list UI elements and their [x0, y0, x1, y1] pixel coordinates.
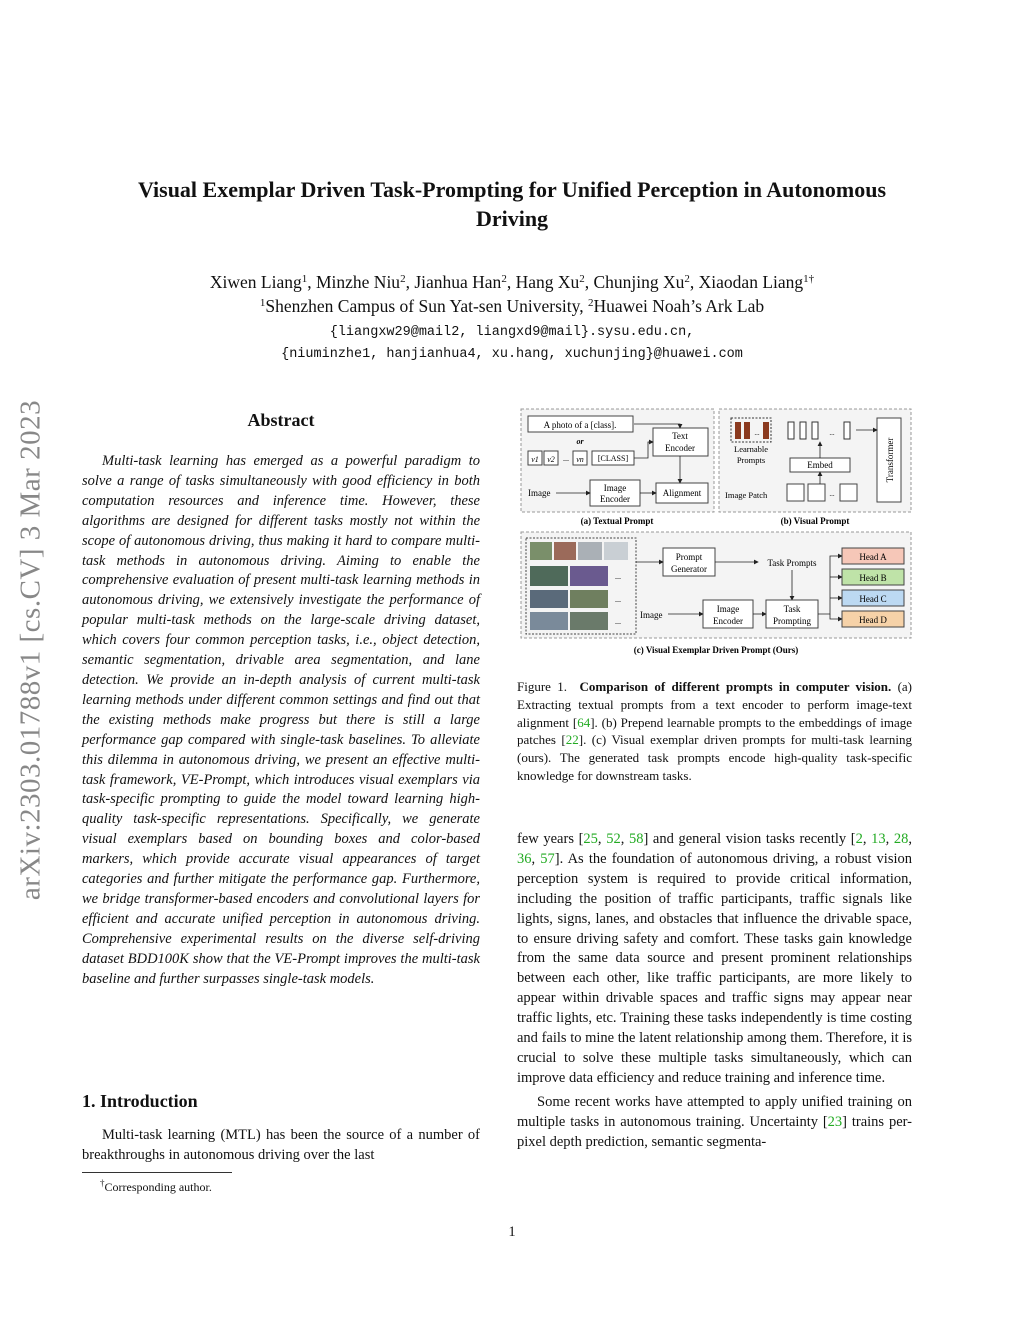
citation-link[interactable]: 13 [871, 831, 886, 847]
author-name: Jianhua Han [414, 272, 502, 292]
prompt-generator-l1: Prompt [675, 552, 703, 562]
text-run: ]. As the foundation of autonomous driving, a robust vision perception system is required to provide critical information, including the position of traffic participants, traffic signals like lights, signs, lanes, and obstacles that influence the drivable space, to ensure driving safety and comfort. These tasks gain knowledge from the same data source and present prominent relationships between each other, like traffic participants, are more likely to appear within drivable spaces and traffic signs may appear near traffic lights, etc. Training these tasks independently is time costing and fails to mine the latent relationship among them. Therefore, it is crucial to solve these multiple tasks simultaneously, which can improve data efficiency and reduce training and inference time. [517, 850, 913, 1086]
image-patch-box [840, 484, 857, 501]
text-run: , [531, 850, 541, 867]
patch-dots: ... [829, 429, 835, 437]
image-patch-label: Image Patch [725, 490, 768, 500]
or-label: or [576, 437, 584, 446]
footnote [100, 1178, 212, 1195]
paragraph [517, 1093, 912, 1153]
figure-diagram [520, 408, 912, 660]
paper-title [80, 175, 944, 233]
panel-a-caption: (a) Textual Prompt [580, 516, 654, 526]
email-block [80, 322, 944, 366]
author-name: Chunjing Xu [593, 272, 685, 292]
exemplar-image [570, 590, 608, 608]
text-run: , [620, 831, 629, 847]
embed-label: Embed [807, 460, 833, 470]
image-patch-box [787, 484, 804, 501]
caption-title: Comparison of different prompts in computer vision. [579, 679, 892, 694]
author-aff: 2 [501, 273, 507, 285]
prompt-generator-l2: Generator [671, 564, 707, 574]
arxiv-stamp [8, 355, 54, 945]
footnote-mark: † [100, 1178, 105, 1188]
panel-b-caption: (b) Visual Prompt [780, 516, 850, 526]
intro-text: Multi-task learning (MTL) has been the source of a number of breakthroughs in autonomous driving over the last [82, 1127, 480, 1163]
citation-link[interactable]: 22 [565, 732, 579, 748]
title-line-1: Visual Exemplar Driven Task-Prompting for Unified Perception in Autonomous [137, 177, 887, 202]
learnable-prompt-token [744, 422, 750, 439]
text-run: , [862, 831, 872, 847]
exemplar-image [530, 612, 568, 630]
text-run: , [597, 831, 607, 847]
learnable-prompt-token [735, 422, 741, 439]
text-run: ] trains per-pixel depth prediction, semantic segmenta- [517, 1113, 912, 1150]
head-b-label: Head B [859, 573, 887, 583]
affiliation-2: Huawei Noah’s Ark Lab [593, 296, 765, 316]
text-prompt-label: A photo of a [class]. [543, 420, 617, 430]
citation-link[interactable]: 23 [827, 1113, 843, 1130]
exemplar-image [578, 542, 602, 560]
task-prompting-l1: Task [783, 604, 801, 614]
head-d-label: Head D [859, 615, 887, 625]
exemplar-dots: ... [615, 617, 621, 626]
token-v1: v1 [531, 455, 539, 464]
image-patch-box [808, 484, 825, 501]
author-aff: 2 [579, 273, 585, 285]
author-name: Xiwen Liang [209, 272, 302, 292]
caption-body-c: ]. (c) Visual exemplar driven prompts for multi-task learning (ours). The generated task prompts encode high-quality task-specific knowledge for downstream tasks. [517, 732, 912, 783]
learnable-prompts-l2: Prompts [736, 455, 766, 465]
title-line-2: Driving [475, 206, 549, 231]
author-aff: 1† [803, 273, 815, 285]
abstract-text: Multi-task learning has emerged as a powerful paradigm to solve a range of tasks simultaneously with good efficiency in both computation resources and inference time. However, these algorithms are designed for different tasks mostly not within the scope of autonomous driving, thus making it hard to compare multi-task methods in autonomous driving. Aiming to enable the comprehensive evaluation of present multi-task learning methods in autonomous driving, we extensively investigate the performance of popular multi-task methods on the large-scale driving dataset, which covers four common perception tasks, i.e., object detection, semantic segmentation, drivable area segmentation, and lane detection. We provide an in-depth analysis of current multi-task learning methods under different common settings and find out that the existing methods make progress but there is still a large performance gap compared with single-task baselines. To alleviate this dilemma in autonomous driving, we present an effective multi-task framework, VE-Prompt, which introduces visual exemplars via task-specific prompting to guide the model toward learning high-quality task-specific representations. Specifically, we generate visual exemplars based on bounding boxes and color-based markers, which provide accurate visual appearances of target categories and further mitigate the performance gap. Furthermore, we bridge transformer-based encoders and convolutional layers for efficient and accurate unified perception in autonomous driving. Comprehensive experimental results on the diverse self-driving dataset BDD100K show that the VE-Prompt improves the multi-task baseline and further surpasses single-task models. [82, 453, 480, 987]
text-run: , [908, 831, 913, 847]
aff-sup-2: 2 [588, 297, 594, 309]
citation-link[interactable]: 52 [606, 831, 621, 847]
author-list: Xiwen Liang$^1$, Minzhe Niu$^2$, Jianhua Han$^2$, Hang Xu$^2$, Chunjing Xu$^2$, Xiaodan Liang$^{1\dagger}$ [209, 272, 815, 292]
token-v2: v2 [547, 455, 555, 464]
patch-embed-token [812, 422, 818, 439]
learnable-prompt-token [763, 422, 769, 439]
author-name: Xiaodan Liang [698, 272, 804, 292]
patch-embed-token [788, 422, 794, 439]
citation-link[interactable]: 25 [583, 831, 598, 847]
exemplar-image [570, 566, 608, 586]
text-run: , [885, 831, 894, 847]
caption-label: Figure 1. [517, 679, 567, 694]
email-line-2: {niuminzhe1, hanjianhua4, xu.hang, xuchunjing}@huawei.com [281, 347, 743, 362]
arxiv-stamp-text: arXiv:2303.01788v1 [cs.CV] 3 Mar 2023 [14, 399, 47, 901]
task-prompting-l2: Prompting [772, 616, 812, 626]
exemplar-image [554, 542, 576, 560]
page-number: 1 [508, 1224, 516, 1240]
image-label-a: Image [528, 488, 551, 498]
author-aff: 1 [301, 273, 308, 285]
image-encoder-a-l1: Image [603, 483, 627, 493]
author-block [80, 270, 944, 318]
text-encoder-l1: Text [672, 431, 688, 441]
exemplar-image [530, 542, 552, 560]
caption-body-b: ]. (b) Prepend learnable prompts to the embeddings of image patches [ [517, 714, 912, 748]
intro-heading: 1. Introduction [82, 1091, 198, 1111]
author-aff: 2 [684, 273, 690, 285]
learnable-dots: ... [754, 429, 760, 437]
image-encoder-a-l2: Encoder [600, 494, 630, 504]
token-vn: vn [576, 455, 584, 464]
patch-embed-token [800, 422, 806, 439]
abstract-heading: Abstract [247, 410, 315, 430]
citation-link[interactable]: 28 [893, 831, 909, 847]
image-encoder-c-l2: Encoder [713, 616, 743, 626]
token-class: [CLASS] [597, 454, 629, 463]
citation-link[interactable]: 36 [517, 850, 532, 867]
learnable-prompts-l1: Learnable [734, 444, 768, 454]
caption-body-a: (a) Extracting textual prompts from a text encoder to perform image-text alignment [ [517, 679, 913, 730]
alignment-label: Alignment [662, 488, 702, 498]
author-name: Minzhe Niu [315, 272, 401, 292]
affiliations [80, 294, 944, 318]
citation-link[interactable]: 2 [855, 831, 863, 847]
right-column-text [517, 830, 912, 1153]
citation-link[interactable]: 58 [628, 831, 644, 847]
image-encoder-c-l1: Image [716, 604, 740, 614]
token-dots: ... [563, 454, 569, 463]
citation-link[interactable]: 64 [577, 714, 591, 730]
footnote-rule [82, 1172, 232, 1173]
image-patch-dots: ... [829, 490, 835, 498]
paragraph [517, 830, 912, 1089]
head-c-label: Head C [859, 594, 887, 604]
email-line-1: {liangxw29@mail2, liangxd9@mail}.sysu.edu.cn, [329, 325, 695, 340]
author-aff: 2 [400, 273, 406, 285]
exemplar-image [570, 612, 608, 630]
exemplar-image [604, 542, 628, 560]
exemplar-dots: ... [615, 572, 621, 581]
exemplar-image [530, 590, 568, 608]
figure-1 [520, 408, 912, 660]
patch-embed-token [844, 422, 850, 439]
text-run: ] and general vision tasks recently [ [643, 831, 856, 847]
image-label-c: Image [640, 610, 663, 620]
head-a-label: Head A [859, 552, 887, 562]
transformer-label: Transformer [885, 437, 895, 483]
exemplar-image [530, 566, 568, 586]
text-run: few years [ [517, 831, 584, 847]
author-name: Hang Xu [515, 272, 580, 292]
citation-link[interactable]: 57 [540, 850, 555, 867]
text-encoder-l2: Encoder [665, 443, 695, 453]
task-prompts-label: Task Prompts [767, 558, 817, 568]
text-run: Some recent works have attempted to apply unified training on multiple tasks in autonomous training. Uncertainty [ [517, 1093, 912, 1130]
footnote-text: Corresponding author. [104, 1180, 212, 1194]
panel-c-caption: (c) Visual Exemplar Driven Prompt (Ours) [633, 645, 799, 655]
aff-sup-1: 1 [259, 297, 266, 309]
affiliation-1: Shenzhen Campus of Sun Yat-sen University, [265, 296, 588, 316]
figure-caption [517, 678, 912, 785]
exemplar-dots: ... [615, 595, 621, 604]
